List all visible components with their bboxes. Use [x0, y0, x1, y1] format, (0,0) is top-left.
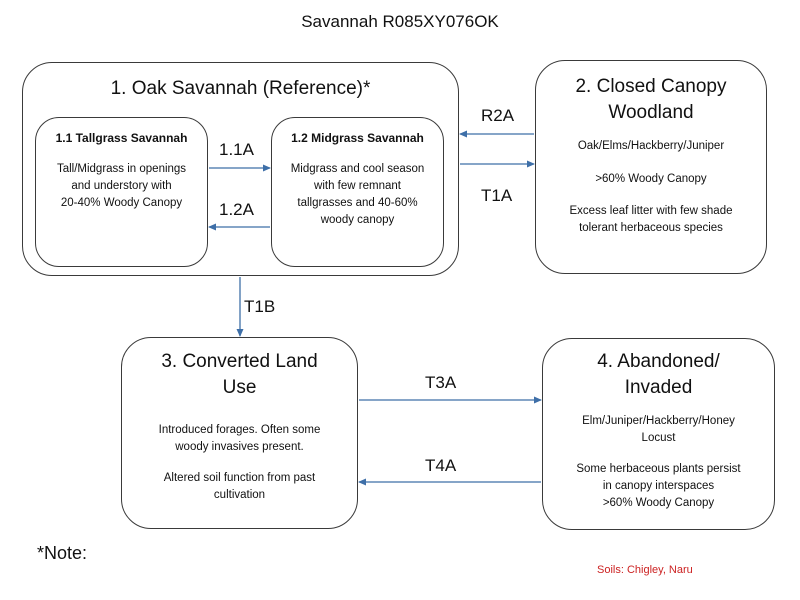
state-3-title-line: 3. Converted Land	[161, 351, 318, 372]
state-2-title-line: Woodland	[608, 102, 694, 123]
state-4-herbaceous-line: >60% Woody Canopy	[602, 497, 715, 509]
state-3-soil-line: cultivation	[213, 489, 266, 501]
phase-1-2-line: with few remnant	[314, 180, 401, 192]
phase-1-2-line: Midgrass and cool season	[290, 163, 425, 175]
state-4-herbaceous-line: in canopy interspaces	[602, 480, 715, 492]
state-4-species-line: Locust	[641, 432, 676, 444]
soils-label: Soils: Chigley, Naru	[597, 564, 693, 576]
state-3-forages-line: Introduced forages. Often some	[158, 424, 321, 436]
phase-1-2-line: woody canopy	[320, 214, 395, 226]
phase-1-1-title: 1.1 Tallgrass Savannah	[55, 131, 188, 145]
state-4-herbaceous-line: Some herbaceous plants persist	[576, 463, 741, 475]
label-t3a: T3A	[425, 373, 457, 392]
label-t4a: T4A	[425, 456, 457, 475]
state-4-title-line: 4. Abandoned/	[597, 351, 720, 372]
label-t1b: T1B	[244, 297, 276, 316]
state-1-title: 1. Oak Savannah (Reference)*	[110, 78, 371, 99]
state-4-species-line: Elm/Juniper/Hackberry/Honey	[582, 415, 735, 427]
state-4-title-line: Invaded	[624, 377, 693, 398]
state-2-title-line: 2. Closed Canopy	[575, 76, 727, 97]
label-1-2a: 1.2A	[219, 200, 254, 219]
state-3-soil-line: Altered soil function from past	[163, 472, 316, 484]
phase-1-1-line: and understory with	[71, 180, 172, 192]
state-3-forages-line: woody invasives present.	[175, 441, 304, 453]
state-3-title-line: Use	[222, 377, 257, 398]
state-2-litter-line: Excess leaf litter with few shade	[569, 205, 733, 217]
phase-1-2-title: 1.2 Midgrass Savannah	[291, 131, 424, 145]
phase-1-1-line: Tall/Midgrass in openings	[56, 163, 187, 175]
diagram-title: Savannah R085XY076OK	[301, 12, 499, 31]
state-2-canopy: >60% Woody Canopy	[595, 173, 707, 185]
state-2-species: Oak/Elms/Hackberry/Juniper	[577, 140, 725, 152]
note-label: *Note:	[37, 543, 88, 563]
phase-1-2-line: tallgrasses and 40-60%	[297, 197, 418, 209]
label-1-1a: 1.1A	[219, 140, 254, 159]
state-2-litter-line: tolerant herbaceous species	[579, 222, 723, 234]
label-t1a: T1A	[481, 186, 513, 205]
label-r2a: R2A	[481, 106, 515, 125]
phase-1-1-line: 20-40% Woody Canopy	[60, 197, 183, 209]
